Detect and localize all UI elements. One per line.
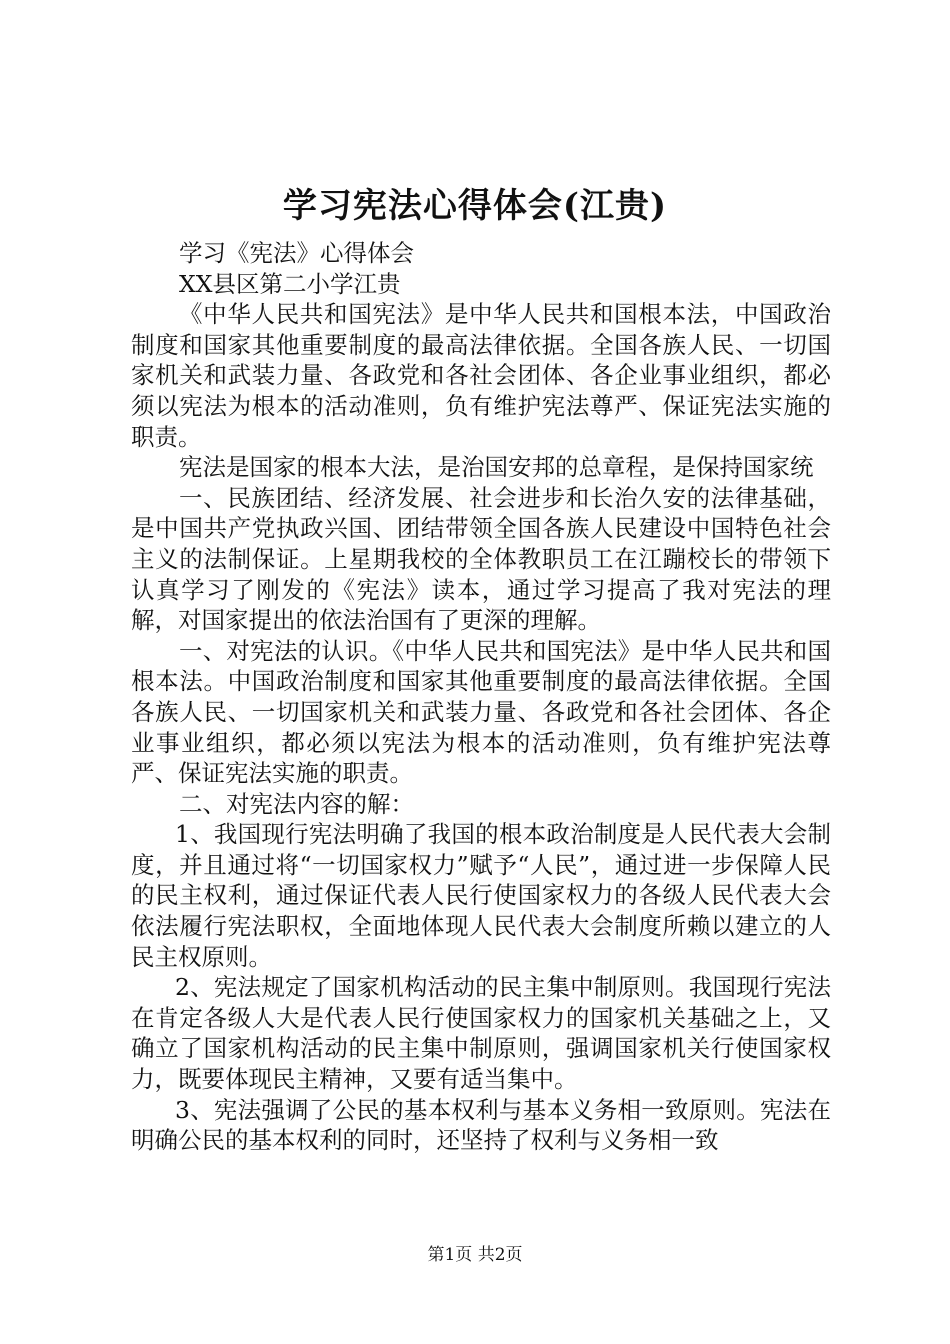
paragraph: 宪法是国家的根本大法，是治国安邦的总章程，是保持国家统 xyxy=(179,453,814,482)
paragraph: 一、民族团结、经济发展、社会进步和长治久安的法律基础，是中国共产党执政兴国、团结带领全国各族人民建设中国特色社会主义的法制保证。上星期我校的全体教职员工在江蹦校长的带领下认真学习了刚发的《宪法》读本，通过学习提高了我对宪法的理解，对国家提出的依法治国有了更深的理解。 xyxy=(131,483,831,635)
document-title: 学习宪法心得体会(江贵) xyxy=(282,186,668,226)
section-heading: 二、对宪法内容的解： xyxy=(179,789,414,818)
paragraph: 2、宪法规定了国家机构活动的民主集中制原则。我国现行宪法在肯定各级人大是代表人民行使国家权力的国家机关基础之上，又确立了国家机构活动的民主集中制原则，强调国家机关行使国家权力，既要体现民主精神，又要有适当集中。 xyxy=(131,973,831,1094)
paragraph: 1、我国现行宪法明确了我国的根本政治制度是人民代表大会制度，并且通过将“一切国家权力”赋予“人民”，通过进一步保障人民的民主权利，通过保证代表人民行使国家权力的各级人民代表大会依法履行宪法职权，全面地体现人民代表大会制度所赖以建立的人民主权原则。 xyxy=(131,820,831,971)
author-line: XX县区第二小学江贵 xyxy=(179,269,401,298)
subtitle-line: 学习《宪法》心得体会 xyxy=(179,239,414,267)
page-footer: 第1页 共2页 xyxy=(427,1245,523,1265)
paragraph: 《中华人民共和国宪法》是中华人民共和国根本法，中国政治制度和国家其他重要制度的最高法律依据。全国各族人民、一切国家机关和武装力量、各政党和各社会团体、各企业事业组织，都必须以宪法为根本的活动准则，负有维护宪法尊严、保证宪法实施的职责。 xyxy=(131,300,831,451)
paragraph: 一、对宪法的认识。《中华人民共和国宪法》是中华人民共和国根本法。中国政治制度和国家其他重要制度的最高法律依据。全国各族人民、一切国家机关和武装力量、各政党和各社会团体、各企业事业组织，都必须以宪法为根本的活动准则，负有维护宪法尊严、保证宪法实施的职责。 xyxy=(131,636,831,788)
paragraph: 3、宪法强调了公民的基本权利与基本义务相一致原则。宪法在明确公民的基本权利的同时，还坚持了权利与义务相一致 xyxy=(131,1095,831,1155)
document-body xyxy=(131,238,831,1156)
